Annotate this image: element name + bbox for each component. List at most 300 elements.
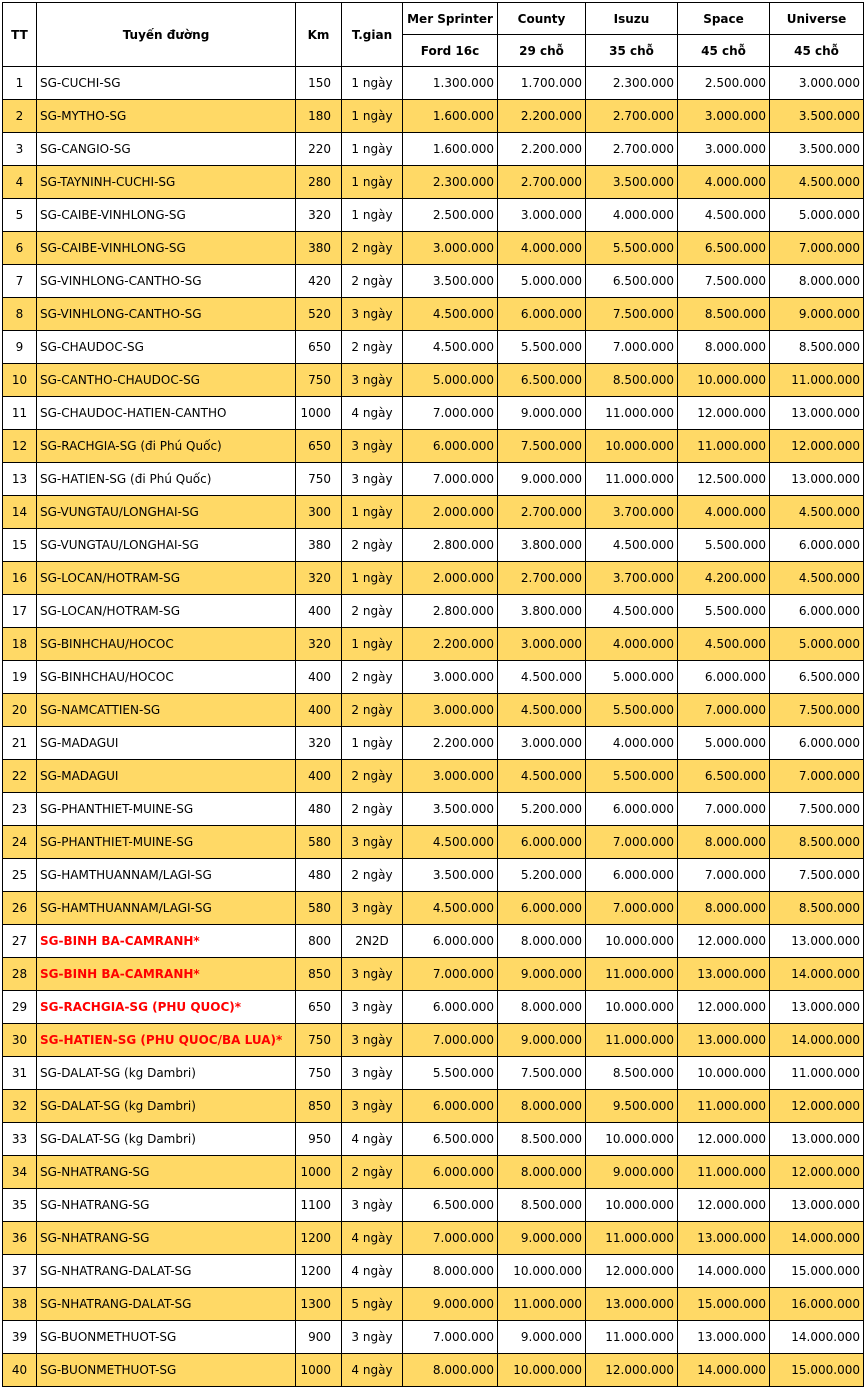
price-cell: 6.000.000 [586, 793, 678, 826]
price-cell: 1.600.000 [403, 100, 498, 133]
price-cell: 6.000.000 [403, 1156, 498, 1189]
price-cell: 9.000.000 [586, 1156, 678, 1189]
route-name: SG-NHATRANG-DALAT-SG [37, 1255, 296, 1288]
price-cell: 13.000.000 [678, 1321, 770, 1354]
row-number: 29 [3, 991, 37, 1024]
route-name: SG-CUCHI-SG [37, 67, 296, 100]
price-cell: 3.500.000 [586, 166, 678, 199]
row-number: 8 [3, 298, 37, 331]
row-number: 40 [3, 1354, 37, 1387]
price-cell: 8.000.000 [678, 826, 770, 859]
price-cell: 3.000.000 [498, 628, 586, 661]
price-cell: 5.000.000 [498, 265, 586, 298]
price-cell: 13.000.000 [586, 1288, 678, 1321]
price-cell: 13.000.000 [770, 463, 864, 496]
route-name: SG-RACHGIA-SG (đi Phú Quốc) [37, 430, 296, 463]
price-cell: 5.000.000 [770, 628, 864, 661]
price-cell: 4.000.000 [586, 628, 678, 661]
price-cell: 14.000.000 [770, 1222, 864, 1255]
distance-km: 480 [296, 793, 342, 826]
row-number: 15 [3, 529, 37, 562]
table-row [3, 265, 864, 298]
table-row [3, 892, 864, 925]
route-name: SG-DALAT-SG (kg Dambri) [37, 1123, 296, 1156]
duration: 3 ngày [342, 826, 403, 859]
table-row [3, 1090, 864, 1123]
price-cell: 5.500.000 [403, 1057, 498, 1090]
table-row [3, 595, 864, 628]
distance-km: 800 [296, 925, 342, 958]
duration: 1 ngày [342, 727, 403, 760]
price-cell: 13.000.000 [678, 958, 770, 991]
duration: 1 ngày [342, 166, 403, 199]
table-row [3, 67, 864, 100]
price-cell: 13.000.000 [770, 991, 864, 1024]
price-cell: 7.500.000 [498, 1057, 586, 1090]
route-name: SG-VINHLONG-CANTHO-SG [37, 265, 296, 298]
table-row [3, 760, 864, 793]
table-row [3, 859, 864, 892]
price-cell: 8.000.000 [403, 1354, 498, 1387]
duration: 3 ngày [342, 1024, 403, 1057]
price-cell: 2.200.000 [498, 100, 586, 133]
price-cell: 4.500.000 [403, 331, 498, 364]
distance-km: 1100 [296, 1189, 342, 1222]
table-row [3, 991, 864, 1024]
price-cell: 8.000.000 [678, 331, 770, 364]
price-cell: 6.500.000 [403, 1189, 498, 1222]
duration: 1 ngày [342, 496, 403, 529]
price-cell: 11.000.000 [678, 1090, 770, 1123]
price-cell: 2.700.000 [586, 100, 678, 133]
distance-km: 580 [296, 892, 342, 925]
distance-km: 280 [296, 166, 342, 199]
distance-km: 150 [296, 67, 342, 100]
distance-km: 900 [296, 1321, 342, 1354]
duration: 4 ngày [342, 1354, 403, 1387]
route-name: SG-CHAUDOC-SG [37, 331, 296, 364]
row-number: 32 [3, 1090, 37, 1123]
price-cell: 12.500.000 [678, 463, 770, 496]
price-cell: 9.000.000 [770, 298, 864, 331]
distance-km: 320 [296, 628, 342, 661]
price-cell: 4.500.000 [770, 562, 864, 595]
table-row [3, 463, 864, 496]
distance-km: 1200 [296, 1255, 342, 1288]
distance-km: 650 [296, 430, 342, 463]
table-row [3, 694, 864, 727]
price-cell: 3.000.000 [403, 661, 498, 694]
duration: 3 ngày [342, 463, 403, 496]
price-cell: 8.500.000 [498, 1189, 586, 1222]
price-cell: 7.000.000 [678, 859, 770, 892]
price-cell: 6.000.000 [403, 925, 498, 958]
distance-km: 400 [296, 694, 342, 727]
row-number: 13 [3, 463, 37, 496]
price-cell: 13.000.000 [770, 1189, 864, 1222]
price-cell: 4.500.000 [586, 529, 678, 562]
price-cell: 6.500.000 [498, 364, 586, 397]
price-cell: 6.000.000 [770, 727, 864, 760]
price-cell: 12.000.000 [678, 1189, 770, 1222]
duration: 3 ngày [342, 364, 403, 397]
price-cell: 3.800.000 [498, 529, 586, 562]
table-row [3, 1255, 864, 1288]
table-header [3, 3, 864, 67]
table-row [3, 100, 864, 133]
header-capacity-universe: 45 chỗ [770, 35, 864, 67]
row-number: 25 [3, 859, 37, 892]
route-name: SG-LOCAN/HOTRAM-SG [37, 562, 296, 595]
route-name: SG-BINH BA-CAMRANH* [37, 925, 296, 958]
duration: 4 ngày [342, 1255, 403, 1288]
price-cell: 7.500.000 [586, 298, 678, 331]
duration: 1 ngày [342, 100, 403, 133]
route-name: SG-VUNGTAU/LONGHAI-SG [37, 529, 296, 562]
distance-km: 180 [296, 100, 342, 133]
duration: 3 ngày [342, 1321, 403, 1354]
price-cell: 4.500.000 [498, 661, 586, 694]
row-number: 35 [3, 1189, 37, 1222]
price-cell: 9.000.000 [498, 958, 586, 991]
price-cell: 15.000.000 [770, 1354, 864, 1387]
duration: 3 ngày [342, 1090, 403, 1123]
price-cell: 6.000.000 [498, 826, 586, 859]
table-row [3, 133, 864, 166]
table-row [3, 925, 864, 958]
row-number: 1 [3, 67, 37, 100]
distance-km: 300 [296, 496, 342, 529]
distance-km: 320 [296, 562, 342, 595]
route-name: SG-CAIBE-VINHLONG-SG [37, 232, 296, 265]
route-name: SG-NAMCATTIEN-SG [37, 694, 296, 727]
price-cell: 6.000.000 [403, 430, 498, 463]
price-cell: 4.500.000 [586, 595, 678, 628]
table-row [3, 1156, 864, 1189]
price-cell: 8.500.000 [770, 826, 864, 859]
price-cell: 6.500.000 [678, 760, 770, 793]
price-cell: 8.000.000 [498, 1090, 586, 1123]
price-cell: 9.000.000 [498, 1321, 586, 1354]
row-number: 28 [3, 958, 37, 991]
distance-km: 380 [296, 232, 342, 265]
price-cell: 2.200.000 [498, 133, 586, 166]
price-cell: 6.000.000 [498, 298, 586, 331]
distance-km: 750 [296, 463, 342, 496]
row-number: 11 [3, 397, 37, 430]
price-cell: 3.500.000 [770, 133, 864, 166]
table-row [3, 430, 864, 463]
route-name: SG-MADAGUI [37, 760, 296, 793]
price-cell: 2.700.000 [498, 562, 586, 595]
price-cell: 10.000.000 [678, 364, 770, 397]
table-row [3, 1354, 864, 1387]
price-cell: 2.800.000 [403, 529, 498, 562]
duration: 3 ngày [342, 991, 403, 1024]
duration: 4 ngày [342, 397, 403, 430]
price-cell: 12.000.000 [770, 430, 864, 463]
price-cell: 4.500.000 [770, 166, 864, 199]
row-number: 18 [3, 628, 37, 661]
route-name: SG-NHATRANG-SG [37, 1222, 296, 1255]
row-number: 4 [3, 166, 37, 199]
price-cell: 4.500.000 [498, 760, 586, 793]
price-cell: 3.000.000 [403, 694, 498, 727]
distance-km: 1000 [296, 1354, 342, 1387]
duration: 4 ngày [342, 1123, 403, 1156]
distance-km: 400 [296, 595, 342, 628]
price-cell: 3.500.000 [403, 859, 498, 892]
price-cell: 11.000.000 [586, 1024, 678, 1057]
table-row [3, 1321, 864, 1354]
header-time: T.gian [342, 3, 403, 67]
distance-km: 950 [296, 1123, 342, 1156]
price-cell: 5.000.000 [770, 199, 864, 232]
route-name: SG-NHATRANG-SG [37, 1156, 296, 1189]
price-cell: 2.200.000 [403, 628, 498, 661]
duration: 4 ngày [342, 1222, 403, 1255]
table-row [3, 364, 864, 397]
price-cell: 4.000.000 [498, 232, 586, 265]
duration: 2 ngày [342, 331, 403, 364]
price-cell: 7.000.000 [403, 958, 498, 991]
price-cell: 14.000.000 [770, 958, 864, 991]
distance-km: 1000 [296, 1156, 342, 1189]
header-vehicle-sprinter: Mer Sprinter [403, 3, 498, 35]
distance-km: 750 [296, 364, 342, 397]
price-cell: 7.000.000 [678, 793, 770, 826]
price-cell: 1.600.000 [403, 133, 498, 166]
row-number: 27 [3, 925, 37, 958]
row-number: 34 [3, 1156, 37, 1189]
row-number: 39 [3, 1321, 37, 1354]
table-row [3, 397, 864, 430]
table-row [3, 1222, 864, 1255]
price-cell: 7.500.000 [678, 265, 770, 298]
price-cell: 6.000.000 [770, 595, 864, 628]
row-number: 23 [3, 793, 37, 826]
price-cell: 9.000.000 [498, 1024, 586, 1057]
price-cell: 10.000.000 [586, 991, 678, 1024]
row-number: 14 [3, 496, 37, 529]
price-cell: 8.000.000 [498, 991, 586, 1024]
price-cell: 5.000.000 [678, 727, 770, 760]
price-cell: 8.000.000 [498, 1156, 586, 1189]
distance-km: 320 [296, 199, 342, 232]
price-cell: 7.000.000 [770, 760, 864, 793]
row-number: 20 [3, 694, 37, 727]
header-vehicle-county: County [498, 3, 586, 35]
price-cell: 5.500.000 [498, 331, 586, 364]
price-cell: 2.300.000 [586, 67, 678, 100]
price-cell: 8.000.000 [678, 892, 770, 925]
duration: 2 ngày [342, 595, 403, 628]
price-cell: 12.000.000 [678, 397, 770, 430]
price-cell: 7.000.000 [403, 1222, 498, 1255]
price-cell: 6.000.000 [586, 859, 678, 892]
duration: 2 ngày [342, 859, 403, 892]
header-capacity-isuzu: 35 chỗ [586, 35, 678, 67]
duration: 3 ngày [342, 1057, 403, 1090]
price-cell: 5.500.000 [586, 760, 678, 793]
row-number: 5 [3, 199, 37, 232]
distance-km: 400 [296, 760, 342, 793]
price-cell: 7.000.000 [586, 331, 678, 364]
table-row [3, 826, 864, 859]
duration: 2 ngày [342, 661, 403, 694]
price-cell: 6.000.000 [403, 1090, 498, 1123]
price-cell: 9.000.000 [498, 1222, 586, 1255]
price-cell: 2.200.000 [403, 727, 498, 760]
price-cell: 9.000.000 [403, 1288, 498, 1321]
table-row [3, 331, 864, 364]
price-cell: 5.500.000 [678, 529, 770, 562]
header-vehicle-space: Space [678, 3, 770, 35]
price-cell: 10.000.000 [498, 1354, 586, 1387]
price-cell: 4.000.000 [586, 199, 678, 232]
price-cell: 11.000.000 [586, 397, 678, 430]
route-name: SG-DALAT-SG (kg Dambri) [37, 1090, 296, 1123]
row-number: 21 [3, 727, 37, 760]
price-cell: 11.000.000 [586, 958, 678, 991]
price-cell: 3.000.000 [678, 100, 770, 133]
price-cell: 7.000.000 [586, 826, 678, 859]
duration: 3 ngày [342, 430, 403, 463]
table-row [3, 298, 864, 331]
header-route: Tuyến đường [37, 3, 296, 67]
header-capacity-space: 45 chỗ [678, 35, 770, 67]
price-cell: 9.500.000 [586, 1090, 678, 1123]
route-name: SG-NHATRANG-SG [37, 1189, 296, 1222]
price-cell: 15.000.000 [770, 1255, 864, 1288]
price-cell: 11.000.000 [770, 364, 864, 397]
price-cell: 3.500.000 [770, 100, 864, 133]
price-cell: 1.700.000 [498, 67, 586, 100]
duration: 3 ngày [342, 892, 403, 925]
price-cell: 7.000.000 [403, 463, 498, 496]
price-cell: 4.500.000 [678, 199, 770, 232]
distance-km: 850 [296, 1090, 342, 1123]
price-cell: 4.500.000 [498, 694, 586, 727]
price-cell: 3.700.000 [586, 562, 678, 595]
table-row [3, 793, 864, 826]
price-cell: 16.000.000 [770, 1288, 864, 1321]
table-body [3, 67, 864, 1387]
route-name: SG-BINH BA-CAMRANH* [37, 958, 296, 991]
route-name: SG-CANGIO-SG [37, 133, 296, 166]
price-cell: 2.500.000 [678, 67, 770, 100]
price-cell: 8.500.000 [586, 364, 678, 397]
price-cell: 8.000.000 [498, 925, 586, 958]
price-cell: 7.000.000 [403, 1321, 498, 1354]
row-number: 30 [3, 1024, 37, 1057]
table-row [3, 661, 864, 694]
distance-km: 650 [296, 991, 342, 1024]
price-cell: 4.500.000 [403, 298, 498, 331]
price-cell: 12.000.000 [770, 1156, 864, 1189]
price-cell: 4.500.000 [770, 496, 864, 529]
route-name: SG-VUNGTAU/LONGHAI-SG [37, 496, 296, 529]
price-cell: 12.000.000 [770, 1090, 864, 1123]
route-name: SG-DALAT-SG (kg Dambri) [37, 1057, 296, 1090]
price-cell: 13.000.000 [770, 925, 864, 958]
table-row [3, 199, 864, 232]
price-cell: 10.000.000 [678, 1057, 770, 1090]
row-number: 31 [3, 1057, 37, 1090]
duration: 1 ngày [342, 199, 403, 232]
route-name: SG-BINHCHAU/HOCOC [37, 661, 296, 694]
price-cell: 5.200.000 [498, 859, 586, 892]
row-number: 24 [3, 826, 37, 859]
table-row [3, 232, 864, 265]
price-cell: 4.000.000 [678, 496, 770, 529]
price-cell: 7.000.000 [403, 1024, 498, 1057]
price-cell: 7.500.000 [498, 430, 586, 463]
row-number: 37 [3, 1255, 37, 1288]
route-name: SG-CANTHO-CHAUDOC-SG [37, 364, 296, 397]
price-cell: 5.000.000 [586, 661, 678, 694]
price-cell: 5.500.000 [678, 595, 770, 628]
distance-km: 220 [296, 133, 342, 166]
route-name: SG-HAMTHUANNAM/LAGI-SG [37, 892, 296, 925]
duration: 5 ngày [342, 1288, 403, 1321]
price-cell: 3.000.000 [403, 232, 498, 265]
price-cell: 12.000.000 [586, 1255, 678, 1288]
price-cell: 7.000.000 [403, 397, 498, 430]
duration: 1 ngày [342, 133, 403, 166]
route-name: SG-VINHLONG-CANTHO-SG [37, 298, 296, 331]
price-cell: 10.000.000 [586, 430, 678, 463]
distance-km: 850 [296, 958, 342, 991]
price-cell: 11.000.000 [678, 1156, 770, 1189]
row-number: 19 [3, 661, 37, 694]
distance-km: 1200 [296, 1222, 342, 1255]
price-cell: 8.500.000 [586, 1057, 678, 1090]
price-cell: 13.000.000 [770, 1123, 864, 1156]
distance-km: 380 [296, 529, 342, 562]
price-cell: 2.000.000 [403, 496, 498, 529]
row-number: 26 [3, 892, 37, 925]
route-name: SG-BINHCHAU/HOCOC [37, 628, 296, 661]
price-cell: 12.000.000 [678, 991, 770, 1024]
route-name: SG-NHATRANG-DALAT-SG [37, 1288, 296, 1321]
row-number: 2 [3, 100, 37, 133]
price-cell: 8.500.000 [678, 298, 770, 331]
duration: 2 ngày [342, 232, 403, 265]
price-cell: 13.000.000 [678, 1024, 770, 1057]
table-row [3, 958, 864, 991]
route-name: SG-CHAUDOC-HATIEN-CANTHO [37, 397, 296, 430]
price-cell: 4.500.000 [403, 892, 498, 925]
price-cell: 7.500.000 [770, 859, 864, 892]
distance-km: 400 [296, 661, 342, 694]
price-cell: 14.000.000 [770, 1024, 864, 1057]
price-cell: 3.500.000 [403, 793, 498, 826]
header-km: Km [296, 3, 342, 67]
price-cell: 14.000.000 [678, 1354, 770, 1387]
duration: 3 ngày [342, 958, 403, 991]
row-number: 33 [3, 1123, 37, 1156]
price-cell: 4.200.000 [678, 562, 770, 595]
price-cell: 11.000.000 [678, 430, 770, 463]
price-cell: 2.700.000 [586, 133, 678, 166]
price-cell: 4.000.000 [586, 727, 678, 760]
duration: 1 ngày [342, 562, 403, 595]
row-number: 36 [3, 1222, 37, 1255]
price-cell: 11.000.000 [586, 1222, 678, 1255]
route-name: SG-BUONMETHUOT-SG [37, 1321, 296, 1354]
duration: 2 ngày [342, 1156, 403, 1189]
